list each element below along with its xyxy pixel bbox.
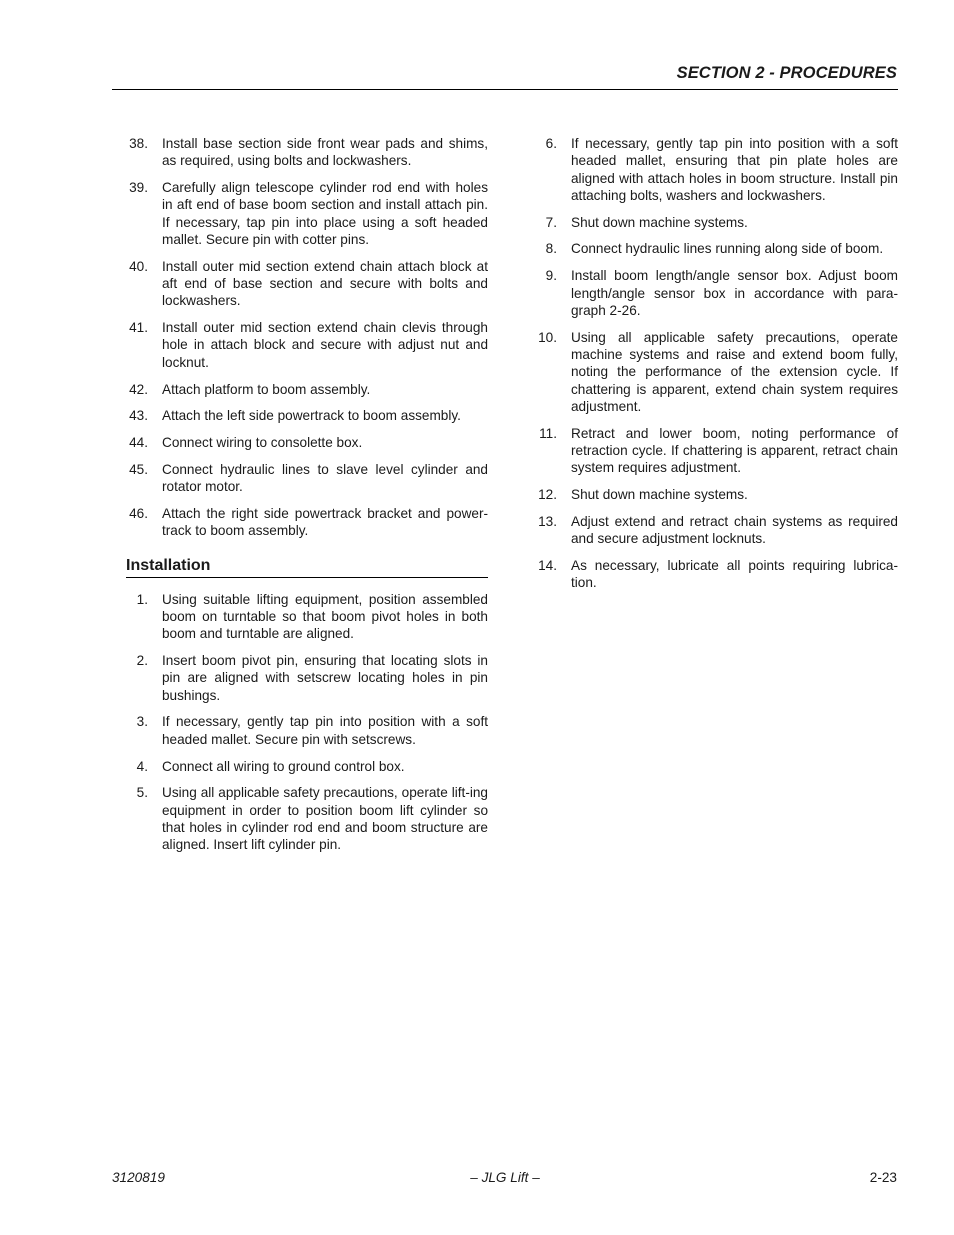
step-text: Using all applicable safety precautions, operate lift-ing equipment in order to position boom lift cylinder so that holes in cylinder rod end and boom structure are aligned. Insert lift cylinder pin. xyxy=(162,785,488,853)
step-text: Retract and lower boom, noting performance of retraction cycle. If chattering is apparent, retract chain system requires adjustment. xyxy=(571,425,898,476)
list-item xyxy=(126,784,488,853)
step-text: Carefully align telescope cylinder rod end with holes in aft end of base boom section and install attach pin. If necessary, tap pin into place using a soft headed mallet. Secure pin with cotter pins. xyxy=(162,180,488,247)
step-number: 7. xyxy=(545,214,557,230)
step-number: 1. xyxy=(136,591,148,607)
step-text: Shut down machine systems. xyxy=(571,487,748,503)
step-text: Using suitable lifting equipment, position assembled boom on turntable so that boom pivot holes in both boom and turntable are aligned. xyxy=(162,591,488,642)
step-number: 45. xyxy=(129,461,148,477)
list-item xyxy=(126,434,488,451)
section-title: SECTION 2 - PROCEDURES xyxy=(676,64,897,82)
list-item xyxy=(535,240,898,257)
step-number: 5. xyxy=(136,785,148,801)
step-number: 42. xyxy=(129,381,148,397)
right-column xyxy=(535,135,898,601)
step-text: Connect all wiring to ground control box. xyxy=(162,758,405,774)
installation-steps-list xyxy=(126,591,488,854)
step-number: 11. xyxy=(539,425,557,441)
step-number: 13. xyxy=(538,513,557,529)
installation-heading: Installation xyxy=(126,557,488,578)
list-item xyxy=(126,407,488,424)
step-text: Insert boom pivot pin, ensuring that locating slots in pin are aligned with setscrew locating holes in pin bushings. xyxy=(162,653,488,703)
list-item xyxy=(535,214,898,231)
step-number: 46. xyxy=(129,506,148,522)
step-text: If necessary, gently tap pin into position with a soft headed mallet, ensuring that pin plate holes are aligned with attach holes in boom structure. Install pin attaching bolts, washers and lockwashers. xyxy=(571,136,898,203)
step-text: Install boom length/angle sensor box. Adjust boom length/angle sensor box in accordance with para-graph 2-26. xyxy=(571,268,898,318)
step-text: Shut down machine systems. xyxy=(571,214,748,230)
list-item xyxy=(126,461,488,496)
list-item xyxy=(126,381,488,398)
list-item xyxy=(535,135,898,204)
step-number: 10. xyxy=(538,329,557,345)
step-text: Connect wiring to consolette box. xyxy=(162,435,363,451)
list-item xyxy=(126,258,488,310)
step-number: 6. xyxy=(545,136,557,151)
step-number: 38. xyxy=(129,136,148,151)
step-number: 3. xyxy=(136,714,148,730)
list-item xyxy=(535,486,898,503)
list-item xyxy=(535,557,898,592)
step-text: Connect hydraulic lines to slave level cylinder and rotator motor. xyxy=(162,461,488,495)
step-number: 4. xyxy=(136,758,148,774)
list-item xyxy=(126,135,488,170)
page-number: 2-23 xyxy=(869,1170,897,1185)
step-text: Connect hydraulic lines running along side of boom. xyxy=(571,241,884,257)
step-text: If necessary, gently tap pin into position with a soft headed mallet. Secure pin with setscrews. xyxy=(162,714,488,747)
list-item xyxy=(126,319,488,371)
step-number: 9. xyxy=(545,268,557,284)
step-number: 8. xyxy=(545,241,557,257)
procedure-list-right xyxy=(535,135,898,592)
step-number: 2. xyxy=(136,653,148,669)
step-text: As necessary, lubricate all points requiring lubrica-tion. xyxy=(571,557,898,591)
step-text: Adjust extend and retract chain systems as required and secure adjustment locknuts. xyxy=(571,513,898,547)
list-item xyxy=(535,329,898,415)
list-item xyxy=(535,513,898,548)
left-column xyxy=(126,135,488,863)
step-number: 40. xyxy=(129,258,148,274)
step-number: 39. xyxy=(129,180,148,196)
step-text: Attach the right side powertrack bracket and power-track to boom assembly. xyxy=(162,506,488,539)
list-item xyxy=(535,425,898,477)
header-divider xyxy=(112,89,898,90)
list-item xyxy=(126,713,488,748)
list-item xyxy=(126,652,488,704)
step-text: Install outer mid section extend chain clevis through hole in attach block and secure with adjust nut and locknut. xyxy=(162,320,488,370)
step-text: Using all applicable safety precautions, operate machine systems and raise and extend boom fully, noting the performance of the extension cycle. If chattering is apparent, extend chain system requires adjustment. xyxy=(571,329,898,414)
procedure-list-left xyxy=(126,135,488,540)
step-number: 41. xyxy=(129,320,148,336)
step-text: Install outer mid section extend chain attach block at aft end of base section and secure with bolts and lockwashers. xyxy=(162,258,488,309)
step-text: Install base section side front wear pads and shims, as required, using bolts and lockwashers. xyxy=(162,136,488,169)
list-item xyxy=(126,505,488,540)
list-item xyxy=(126,758,488,775)
document-number: 3120819 xyxy=(112,1170,165,1185)
step-number: 14. xyxy=(538,557,557,573)
list-item xyxy=(126,179,488,248)
step-number: 43. xyxy=(129,408,148,424)
list-item xyxy=(126,591,488,643)
step-number: 12. xyxy=(538,487,557,503)
step-text: Attach platform to boom assembly. xyxy=(162,381,371,397)
step-text: Attach the left side powertrack to boom assembly. xyxy=(162,408,461,424)
footer-brand: – JLG Lift – xyxy=(470,1170,540,1185)
step-number: 44. xyxy=(129,435,148,451)
list-item xyxy=(535,267,898,319)
